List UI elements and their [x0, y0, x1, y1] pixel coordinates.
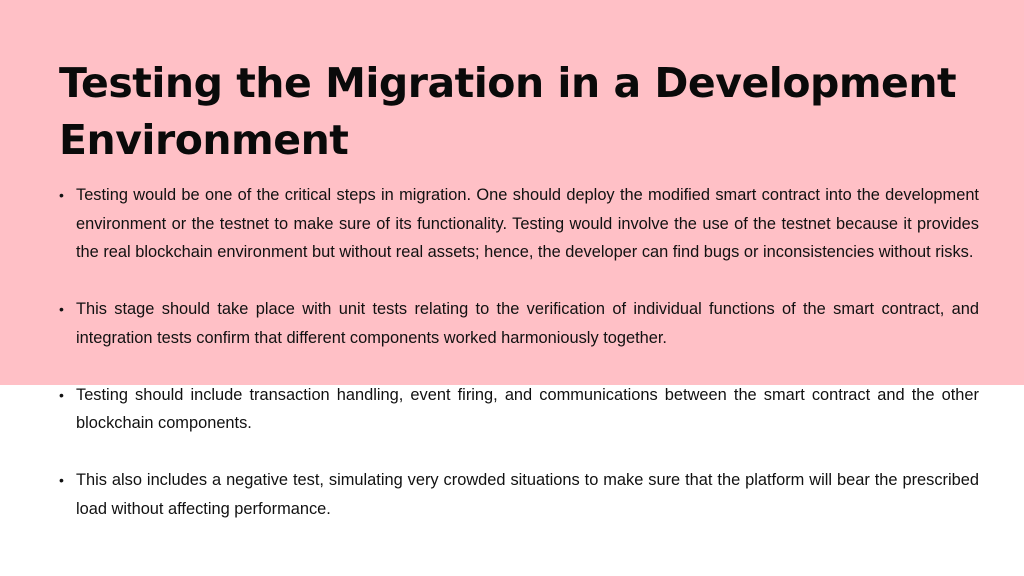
bullet-dot-icon: • [59, 472, 64, 488]
bullet-item-testing-steps [59, 181, 979, 267]
bullet-list [59, 181, 979, 552]
slide-title: Testing the Migration in a Development Environment [59, 59, 957, 164]
bullet-text: Testing should include transaction handling, event firing, and communications between the smart contract and the other blockchain components. [76, 385, 979, 432]
bullet-item-transaction-handling [59, 381, 979, 438]
bullet-dot-icon: • [59, 187, 64, 203]
bullet-item-negative-test [59, 466, 979, 523]
bullet-text: Testing would be one of the critical steps in migration. One should deploy the modified smart contract into the development environment or the testnet to make sure of its functionality. Testing would involve the use of the testnet because it provides the real blockchain environment but without real assets; hence, the developer can find bugs or inconsistencies without risks. [76, 186, 979, 261]
bullet-dot-icon: • [59, 386, 64, 403]
bullet-item-unit-tests [59, 295, 979, 352]
bullet-text: This also includes a negative test, simulating very crowded situations to make sure that the platform will bear the prescribed load without affecting performance. [76, 471, 979, 518]
bullet-text: This stage should take place with unit tests relating to the verification of individual functions of the smart contract, and integration tests confirm that different components worked harmoniously together. [76, 300, 979, 347]
bullet-dot-icon: • [59, 301, 64, 317]
